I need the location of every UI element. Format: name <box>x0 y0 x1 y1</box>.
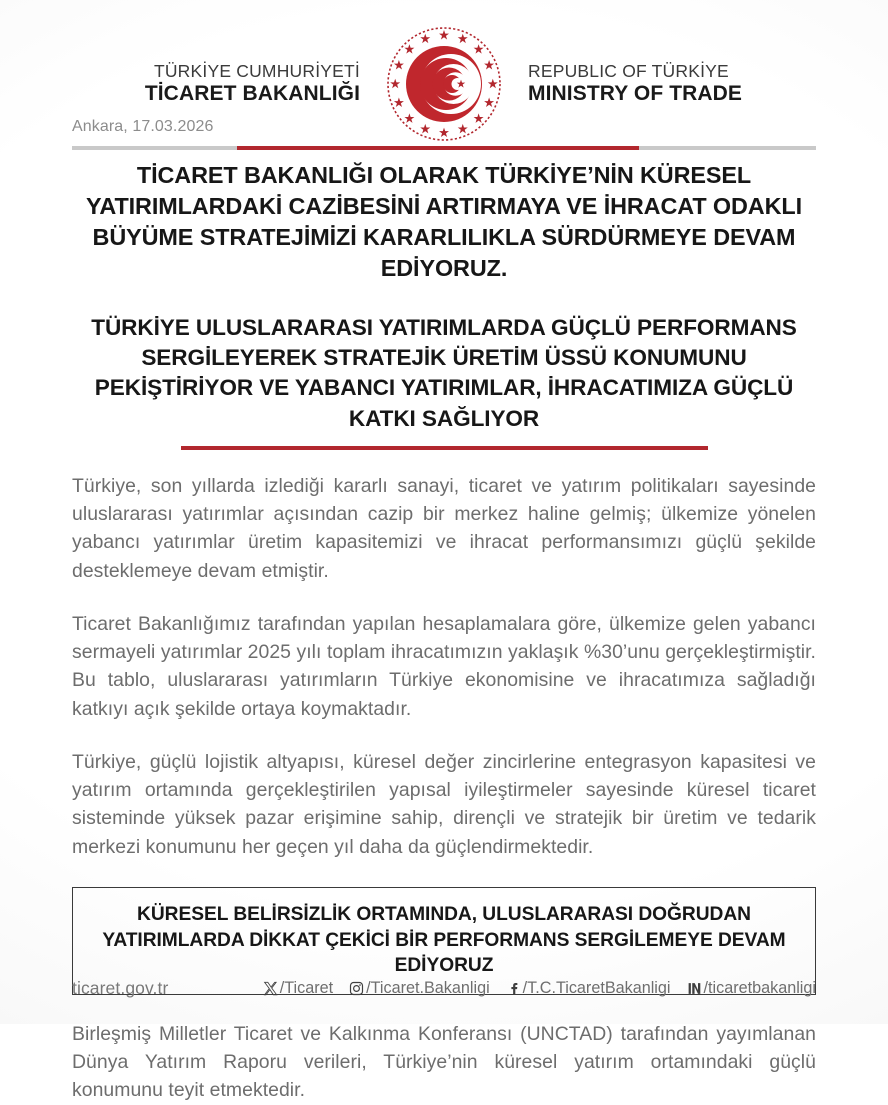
paragraph-2: Ticaret Bakanlığımız tarafından yapılan hesaplamalara göre, ülkemize gelen yabancı sermayeli yatırımlar 2025 yılı toplam ihracatımızın yaklaşık %30’unu gerçekleştirmiştir. Bu tablo, uluslararası yatırımların Türkiye ekonomisine ve ihracatımıza sağladığı katkıyı açık şekilde ortaya koymaktadır. <box>72 612 816 720</box>
page-title: TİCARET BAKANLIĞI OLARAK TÜRKİYE’NİN KÜRESEL YATIRIMLARDAKİ CAZİBESİNİ ARTIRMAYA VE İHRACAT ODAKLI BÜYÜME STRATEJİMİZİ KARARLILIKLA SÜRDÜRMEYE DEVAM EDİYORUZ. <box>86 162 802 282</box>
document-body <box>72 160 816 1105</box>
social-link-facebook[interactable] <box>505 980 671 997</box>
social-link-x[interactable] <box>262 980 333 997</box>
republic-label-turkish: TÜRKİYE CUMHURİYETİ <box>153 61 360 82</box>
social-handle-x: /Ticaret <box>279 979 334 998</box>
header-divider-accent <box>237 146 639 150</box>
dateline: Ankara, 17.03.2026 <box>72 118 214 135</box>
social-handle-instagram: /Ticaret.Bakanligi <box>366 979 490 998</box>
header-divider <box>72 146 816 150</box>
ministry-label-english: MINISTRY OF TRADE <box>528 81 743 105</box>
paragraph-closing: Birleşmiş Milletler Ticaret ve Kalkınma Konferansı (UNCTAD) tarafından yayımlanan Dünya Yatırım Raporu verileri, Türkiye’nin küresel yatırım ortamındaki güçlü konumunu teyit etmektedir. <box>72 1022 816 1102</box>
social-link-linkedin[interactable] <box>686 980 816 997</box>
ministry-label-turkish: TİCARET BAKANLIĞI <box>144 81 360 105</box>
republic-label-english: REPUBLIC OF TÜRKİYE <box>528 61 729 82</box>
social-handle-linkedin: /ticaretbakanligi <box>703 979 816 998</box>
instagram-icon <box>348 980 365 997</box>
social-link-instagram[interactable] <box>348 980 490 997</box>
subheadline-underline <box>181 446 708 450</box>
ministry-name-english <box>506 61 758 106</box>
document-footer <box>72 978 816 999</box>
callout-text: KÜRESEL BELİRSİZLİK ORTAMINDA, ULUSLARARASI DOĞRUDAN YATIRIMLARDA DİKKAT ÇEKİCİ BİR PERFORMANS SERGİLEMEYE DEVAM EDİYORUZ <box>102 903 786 977</box>
turkey-ministry-of-trade-emblem <box>382 22 506 146</box>
ministry-name-turkish <box>130 61 382 106</box>
social-handle-facebook: /T.C.TicaretBakanligi <box>522 979 671 998</box>
website-url[interactable]: ticaret.gov.tr <box>72 978 169 998</box>
social-links <box>262 980 816 997</box>
x-twitter-icon <box>262 980 279 997</box>
subheadline-block <box>72 313 816 451</box>
subheadline: TÜRKİYE ULUSLARARASI YATIRIMLARDA GÜÇLÜ PERFORMANS SERGİLEYEREK STRATEJİK ÜRETİM ÜSSÜ KONUMUNU PEKİŞTİRİYOR VE YABANCI YATIRIMLAR, İHRACATIMIZA GÜÇLÜ KATKI SAĞLIYOR <box>91 314 797 431</box>
facebook-icon <box>505 980 522 997</box>
paragraph-3: Türkiye, güçlü lojistik altyapısı, küresel değer zincirlerine entegrasyon kapasitesi ve yatırım ortamında gerçekleştirilen yapısal iyileştirmeler sayesinde küresel ticaret sisteminde yüksek pazar erişimine sahip, dirençli ve stratejik bir üretim ve tedarik merkezi konumunu her geçen yıl daha da güçlendirmektedir. <box>72 750 816 858</box>
paragraph-1: Türkiye, son yıllarda izlediği kararlı sanayi, ticaret ve yatırım politikaları sayesinde uluslararası yatırımlar açısından cazip bir merkez haline gelmiş; ülkemize yönelen yabancı yatırımlar üretim kapasitemizi ve ihracat performansımızı güçlü şekilde desteklemeye devam etmiştir. <box>72 475 816 582</box>
linkedin-icon <box>686 980 703 997</box>
